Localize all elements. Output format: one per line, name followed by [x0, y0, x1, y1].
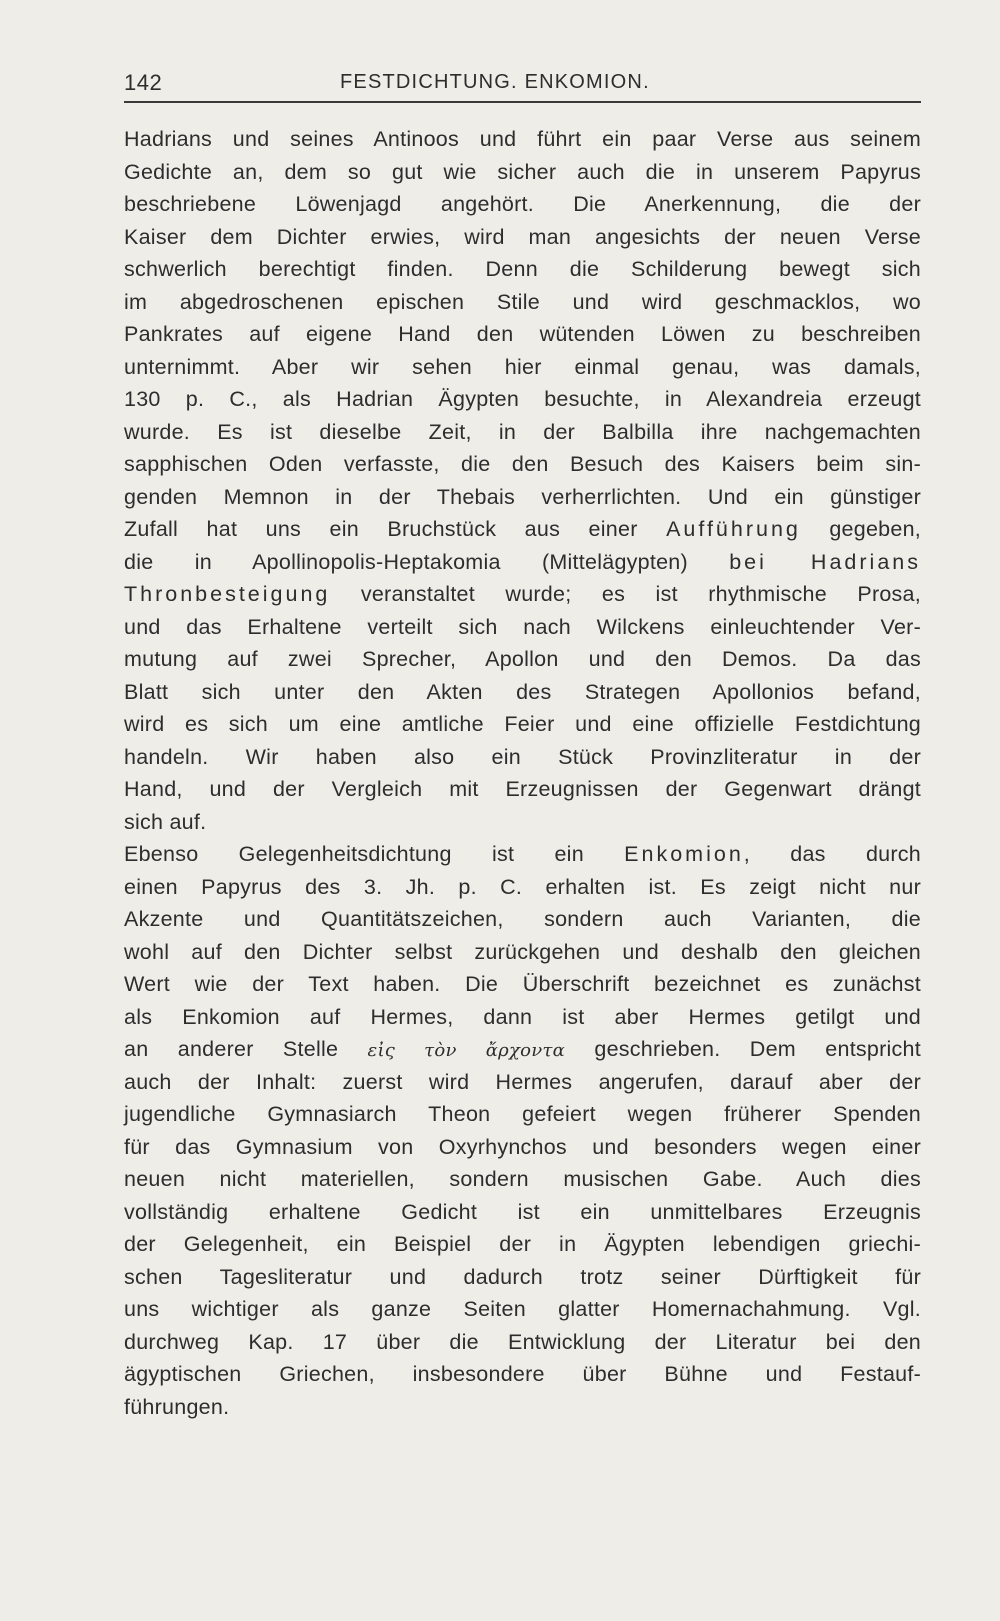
text-run: Gedichte an, dem so gut wie sicher auch die in unserem Papyrus: [124, 159, 921, 184]
text-run: uns wichtiger als ganze Seiten glatter Homernachahmung. Vgl.: [124, 1297, 921, 1321]
body-text: [124, 123, 921, 1423]
text-line: [124, 1066, 921, 1099]
text-run: , das durch: [743, 842, 921, 866]
text-run: wohl auf den Dichter selbst zurückgehen und deshalb den gleichen: [124, 939, 921, 964]
running-title: FESTDICHTUNG. ENKOMION.: [340, 71, 650, 93]
spaced-emphasis: Aufführung: [666, 517, 801, 541]
text-line: [124, 416, 921, 449]
text-line: [124, 708, 921, 741]
text-run: beschriebene Löwenjagd angehört. Die Anerkennung, die der: [124, 192, 921, 216]
text-line: [124, 903, 921, 936]
text-run: Hand, und der Vergleich mit Erzeugnissen der Gegenwart drängt: [124, 777, 921, 801]
text-line: [124, 936, 921, 969]
text-line: [124, 806, 921, 839]
text-run: auch der Inhalt: zuerst wird Hermes angerufen, darauf aber der: [124, 1069, 921, 1094]
text-run: sapphischen Oden verfasste, die den Besuch des Kaisers beim sin-: [124, 452, 921, 476]
text-run: Kaiser dem Dichter erwies, wird man angesichts der neuen Verse: [124, 224, 921, 249]
text-run: die in Apollinopolis-Heptakomia (Mittelägypten): [124, 549, 730, 574]
text-line: [124, 253, 921, 286]
text-run: Hadrians und seines Antinoos und führt ein paar Verse aus seinem: [124, 127, 921, 151]
text-run: einen Papyrus des 3. Jh. p. C. erhalten ist. Es zeigt nicht nur: [124, 874, 921, 899]
text-line: [124, 611, 921, 644]
text-run: gegeben,: [800, 517, 922, 541]
text-run: Pankrates auf eigene Hand den wütenden Löwen zu beschreiben: [124, 322, 921, 346]
text-run: im abgedroschenen epischen Stile und wird geschmacklos, wo: [124, 289, 921, 314]
text-line: [124, 383, 921, 416]
text-run: geschrieben. Dem entspricht: [565, 1037, 921, 1061]
running-head: [124, 70, 921, 104]
text-run: Wert wie der Text haben. Die Überschrift bezeichnet es zunächst: [124, 972, 921, 996]
text-line: [124, 156, 921, 189]
text-run: Ebenso Gelegenheitsdichtung ist ein: [124, 842, 625, 866]
text-line: [124, 741, 921, 774]
text-line: [124, 773, 921, 806]
text-run: genden Memnon in der Thebais verherrlichten. Und ein günstiger: [124, 484, 921, 509]
text-line: [124, 1326, 921, 1359]
text-run: führungen.: [124, 1394, 230, 1419]
text-run: schen Tagesliteratur und dadurch trotz seiner Dürftigkeit für: [124, 1264, 921, 1289]
text-run: 130 p. C., als Hadrian Ägypten besuchte, in Alexandreia erzeugt: [124, 387, 921, 411]
text-line: [124, 838, 921, 871]
text-line: [124, 1358, 921, 1391]
text-line: [124, 286, 921, 319]
spaced-emphasis: Enkomion: [624, 842, 744, 866]
text-run: Blatt sich unter den Akten des Strategen Apollonios befand,: [124, 679, 921, 704]
text-line: [124, 1293, 921, 1326]
text-run: wird es sich um eine amtliche Feier und eine offizielle Festdichtung: [124, 712, 921, 736]
text-line: [124, 1001, 921, 1034]
text-line: [124, 546, 921, 579]
text-line: [124, 1033, 921, 1066]
text-line: [124, 1196, 921, 1229]
page-number: 142: [124, 70, 163, 95]
text-run: vollständig erhaltene Gedicht ist ein unmittelbares Erzeugnis: [124, 1199, 921, 1224]
text-line: [124, 1228, 921, 1261]
text-line: [124, 123, 921, 156]
text-run: mutung auf zwei Sprecher, Apollon und den Demos. Da das: [124, 647, 921, 671]
text-line: [124, 188, 921, 221]
spaced-emphasis: Thronbesteigung: [124, 582, 331, 606]
text-run: sich auf.: [124, 809, 207, 834]
text-line: [124, 643, 921, 676]
text-line: [124, 448, 921, 481]
text-line: [124, 968, 921, 1001]
text-run: an anderer Stelle: [124, 1037, 368, 1061]
text-line: [124, 1391, 921, 1424]
text-line: [124, 1261, 921, 1294]
text-line: [124, 1098, 921, 1131]
text-line: [124, 318, 921, 351]
text-run: handeln. Wir haben also ein Stück Provinzliteratur in der: [124, 744, 921, 769]
text-run: jugendliche Gymnasiarch Theon gefeiert wegen früherer Spenden: [124, 1102, 921, 1126]
text-run: wurde. Es ist dieselbe Zeit, in der Balbilla ihre nachgemachten: [124, 419, 921, 444]
text-run: unternimmt. Aber wir sehen hier einmal genau, was damals,: [124, 354, 921, 379]
text-run: als Enkomion auf Hermes, dann ist aber Hermes getilgt und: [124, 1004, 921, 1029]
text-line: [124, 1163, 921, 1196]
text-run: neuen nicht materiellen, sondern musischen Gabe. Auch dies: [124, 1167, 921, 1191]
text-run: schwerlich berechtigt finden. Denn die Schilderung bewegt sich: [124, 257, 921, 281]
text-run: für das Gymnasium von Oxyrhynchos und besonders wegen einer: [124, 1134, 921, 1159]
text-run: und das Erhaltene verteilt sich nach Wilckens einleuchtender Ver-: [124, 614, 921, 639]
text-run: durchweg Kap. 17 über die Entwicklung der Literatur bei den: [124, 1329, 921, 1354]
text-line: [124, 578, 921, 611]
greek-phrase: εἰς τὸν ἄρχοντα: [367, 1040, 566, 1061]
text-run: der Gelegenheit, ein Beispiel der in Ägypten lebendigen griechi-: [124, 1232, 921, 1256]
header-rule: [124, 101, 921, 103]
spaced-emphasis: bei Hadrians: [729, 549, 921, 574]
text-line: [124, 676, 921, 709]
text-line: [124, 871, 921, 904]
text-line: [124, 221, 921, 254]
text-line: [124, 513, 921, 546]
text-run: Akzente und Quantitätszeichen, sondern auch Varianten, die: [124, 907, 921, 931]
text-line: [124, 351, 921, 384]
text-run: ägyptischen Griechen, insbesondere über Bühne und Festauf-: [124, 1362, 921, 1386]
text-run: veranstaltet wurde; es ist rhythmische Prosa,: [330, 582, 921, 606]
text-run: Zufall hat uns ein Bruchstück aus einer: [124, 517, 667, 541]
text-line: [124, 1131, 921, 1164]
text-line: [124, 481, 921, 514]
